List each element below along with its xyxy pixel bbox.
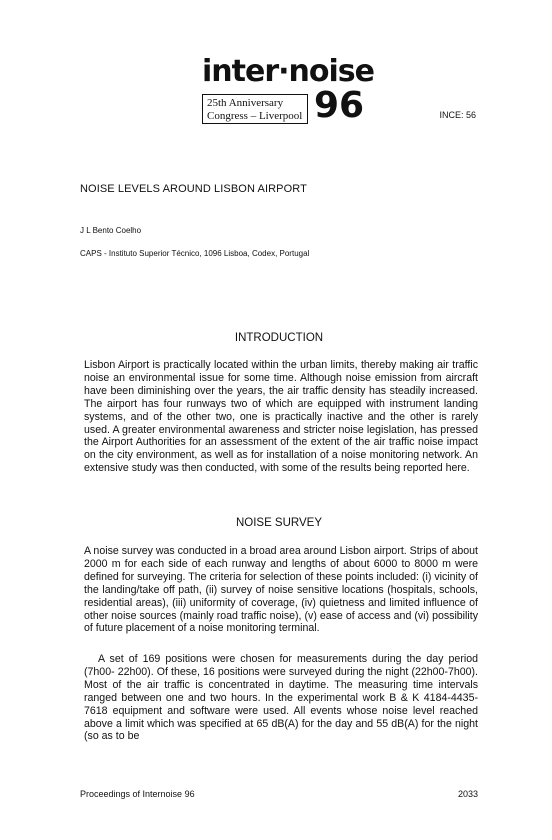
logo-wordmark: inter·noise [202,54,374,89]
paper-affiliation: CAPS - Instituto Superior Técnico, 1096 Lisboa, Codex, Portugal [80,249,310,258]
footer-proceedings: Proceedings of Internoise 96 [80,789,195,799]
logo-congress-box [202,94,308,124]
ince-code: INCE: 56 [439,110,476,120]
noise-survey-heading: NOISE SURVEY [235,517,323,529]
introduction-paragraph: Lisbon Airport is practically located within the urban limits, thereby making air traffic noise an environmental issue for some time. Although noise emission from aircraft have been diminishing over the years, the air traffic density has steadily increased. The airport has four runways two of which are equipped with instrument landing systems, and of the other two, one is practically inactive and the other is rarely used. A greater environmental awareness and stricter noise legislation, has pressed the Airport Authorities for an assessment of the extent of the air traffic noise impact on the city environment, as well as for installation of a noise monitoring network. An extensive study was then conducted, with some of the results being reported here. [84,359,478,475]
paper-author: J L Bento Coelho [80,226,142,235]
logo-box-line1: 25th Anniversary [207,97,284,109]
noise-survey-paragraph-2: A set of 169 positions were chosen for measurements during the day period (7h00- 22h00). Of these, 16 positions were surveyed during the night (22h00-7h00). Most of the air traffic is concentrated in daytime. The measuring time intervals ranged between one and two hours. In the experimental work B & K 4184-4435-7618 equipment and software were used. All events whose noise level reached above a limit which was specified at 65 dB(A) for the day and 55 dB(A) for the night (so as to be [84,653,478,743]
logo-box-line2: Congress – Liverpool [207,110,303,122]
logo-year: 96 [314,85,365,126]
paper-title: NOISE LEVELS AROUND LISBON AIRPORT [80,183,307,195]
footer-page-number: 2033 [457,789,478,799]
introduction-heading: INTRODUCTION [234,332,324,344]
noise-survey-paragraph-1: A noise survey was conducted in a broad area around Lisbon airport. Strips of about 2000 m for each side of each runway and lengths of about 6000 to 8000 m were defined for surveying. The criteria for selection of these points included: (i) vicinity of the landing/take off path, (ii) survey of noise sensitive locations (hospitals, schools, residential areas), (iii) uniformity of coverage, (iv) quietness and limited influence of other noise sources (mainly road traffic noise), (v) ease of access and (vi) possibility of future placement of a noise monitoring terminal. [84,545,478,635]
inter-noise-logo [198,52,374,130]
